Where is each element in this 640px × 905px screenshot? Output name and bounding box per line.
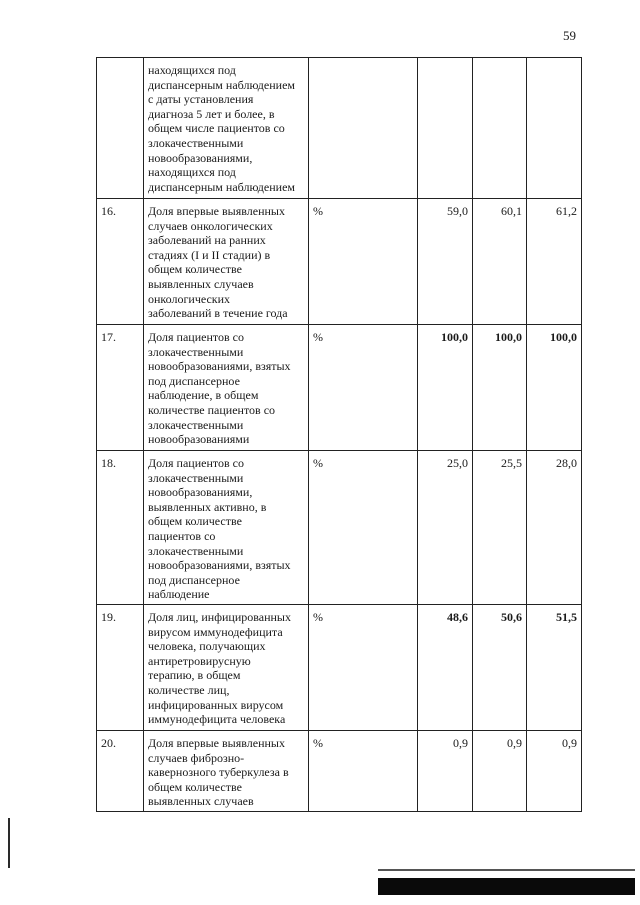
unit-cell: % — [309, 730, 418, 811]
value-year-3: 28,0 — [527, 451, 582, 605]
value-year-1: 0,9 — [418, 730, 473, 811]
unit-cell: % — [309, 199, 418, 325]
value-year-2: 50,6 — [473, 604, 527, 730]
value-year-2: 100,0 — [473, 325, 527, 451]
page-number: 59 — [563, 28, 576, 43]
value-year-1: 48,6 — [418, 604, 473, 730]
row-number: 16. — [97, 199, 144, 325]
row-number: 18. — [97, 451, 144, 605]
indicator-name: Доля пациентов со злокачественными новообразованиями, выявленных активно, в общем количестве пациентов со злокачественными новообразованиями, взятых под диспансерное наблюдение — [144, 451, 309, 605]
indicator-name: Доля лиц, инфицированных вирусом иммунодефицита человека, получающих антиретровирусную терапию, в общем количестве лиц, инфицированных вирусом иммунодефицита человека — [144, 604, 309, 730]
value-year-3: 61,2 — [527, 199, 582, 325]
scan-artifact-bar — [378, 878, 635, 895]
indicators-table — [96, 57, 582, 812]
value-year-1: 100,0 — [418, 325, 473, 451]
indicator-name: находящихся под диспансерным наблюдением с даты установления диагноза 5 лет и более, в общем числе пациентов со злокачественными новообразованиями, находящихся под диспансерным наблюдением — [144, 58, 309, 199]
row-number: 20. — [97, 730, 144, 811]
indicator-name: Доля впервые выявленных случаев онкологических заболеваний на ранних стадиях (I и II стадии) в общем количестве выявленных случаев онкологических заболеваний в течение года — [144, 199, 309, 325]
row-number: 17. — [97, 325, 144, 451]
unit-cell: % — [309, 325, 418, 451]
row-number: 19. — [97, 604, 144, 730]
table-row — [97, 730, 582, 811]
value-year-3 — [527, 58, 582, 199]
table-row — [97, 199, 582, 325]
value-year-3: 51,5 — [527, 604, 582, 730]
value-year-1: 25,0 — [418, 451, 473, 605]
indicator-name: Доля пациентов со злокачественными новообразованиями, взятых под диспансерное наблюдение, в общем количестве пациентов со злокачественными новообразованиями — [144, 325, 309, 451]
value-year-2: 25,5 — [473, 451, 527, 605]
row-number — [97, 58, 144, 199]
value-year-2: 0,9 — [473, 730, 527, 811]
table-row — [97, 325, 582, 451]
unit-cell: % — [309, 604, 418, 730]
scan-edge-mark — [8, 818, 10, 868]
value-year-2 — [473, 58, 527, 199]
scan-artifact-line — [378, 869, 635, 871]
indicator-name: Доля впервые выявленных случаев фиброзно- кавернозного туберкулеза в общем количестве выявленных случаев — [144, 730, 309, 811]
value-year-3: 100,0 — [527, 325, 582, 451]
unit-cell — [309, 58, 418, 199]
table-row — [97, 58, 582, 199]
table-row — [97, 451, 582, 605]
value-year-3: 0,9 — [527, 730, 582, 811]
value-year-1: 59,0 — [418, 199, 473, 325]
table-row — [97, 604, 582, 730]
unit-cell: % — [309, 451, 418, 605]
value-year-2: 60,1 — [473, 199, 527, 325]
value-year-1 — [418, 58, 473, 199]
